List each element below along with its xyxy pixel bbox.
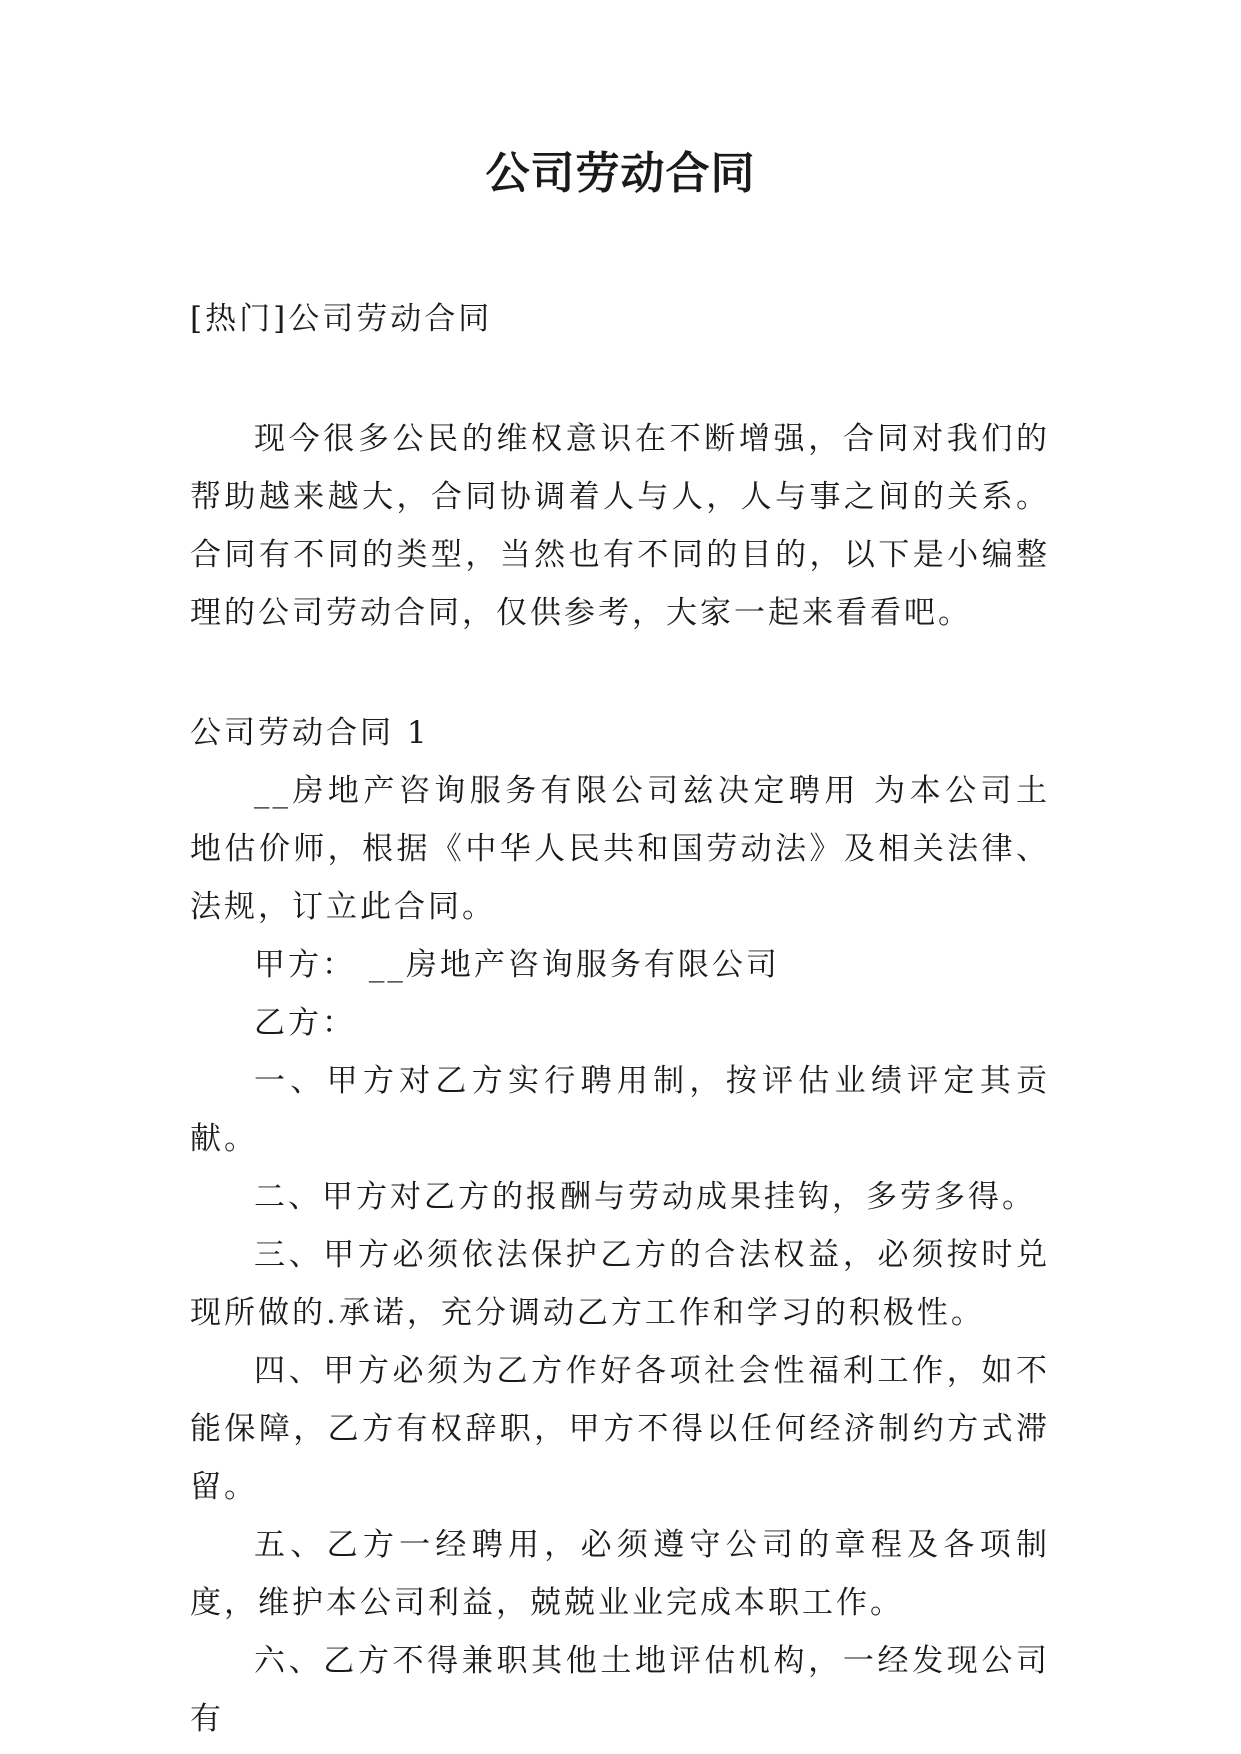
clause-1: 一、甲方对乙方实行聘用制，按评估业绩评定其贡献。 — [190, 1063, 1050, 1157]
paragraph-party-b: 乙方： — [254, 1005, 356, 1041]
document-subtitle: [热门]公司劳动合同 — [190, 301, 493, 337]
document-title: 公司劳动合同 — [485, 148, 756, 199]
clause-5: 五、乙方一经聘用，必须遵守公司的章程及各项制度，维护本公司利益，兢兢业业完成本职工作。 — [190, 1527, 1050, 1621]
paragraph-appointment: __房地产咨询服务有限公司兹决定聘用 为本公司土地估价师，根据《中华人民共和国劳动法》及相关法律、法规，订立此合同。 — [190, 773, 1050, 925]
document-body — [190, 290, 1050, 1748]
clause-6: 六、乙方不得兼职其他土地评估机构，一经发现公司有 — [190, 1643, 1050, 1737]
paragraph-party-a: 甲方： __房地产咨询服务有限公司 — [254, 947, 780, 983]
intro-paragraph: 现今很多公民的维权意识在不断增强，合同对我们的帮助越来越大，合同协调着人与人，人与事之间的关系。合同有不同的类型，当然也有不同的目的，以下是小编整理的公司劳动合同，仅供参考，大家一起来看看吧。 — [190, 421, 1050, 631]
clause-4: 四、甲方必须为乙方作好各项社会性福利工作，如不能保障，乙方有权辞职，甲方不得以任何经济制约方式滞留。 — [190, 1353, 1050, 1505]
section-heading: 公司劳动合同 1 — [190, 715, 430, 751]
clause-3: 三、甲方必须依法保护乙方的合法权益，必须按时兑现所做的.承诺，充分调动乙方工作和学习的积极性。 — [190, 1237, 1050, 1331]
clause-2: 二、甲方对乙方的报酬与劳动成果挂钩，多劳多得。 — [254, 1179, 1036, 1215]
